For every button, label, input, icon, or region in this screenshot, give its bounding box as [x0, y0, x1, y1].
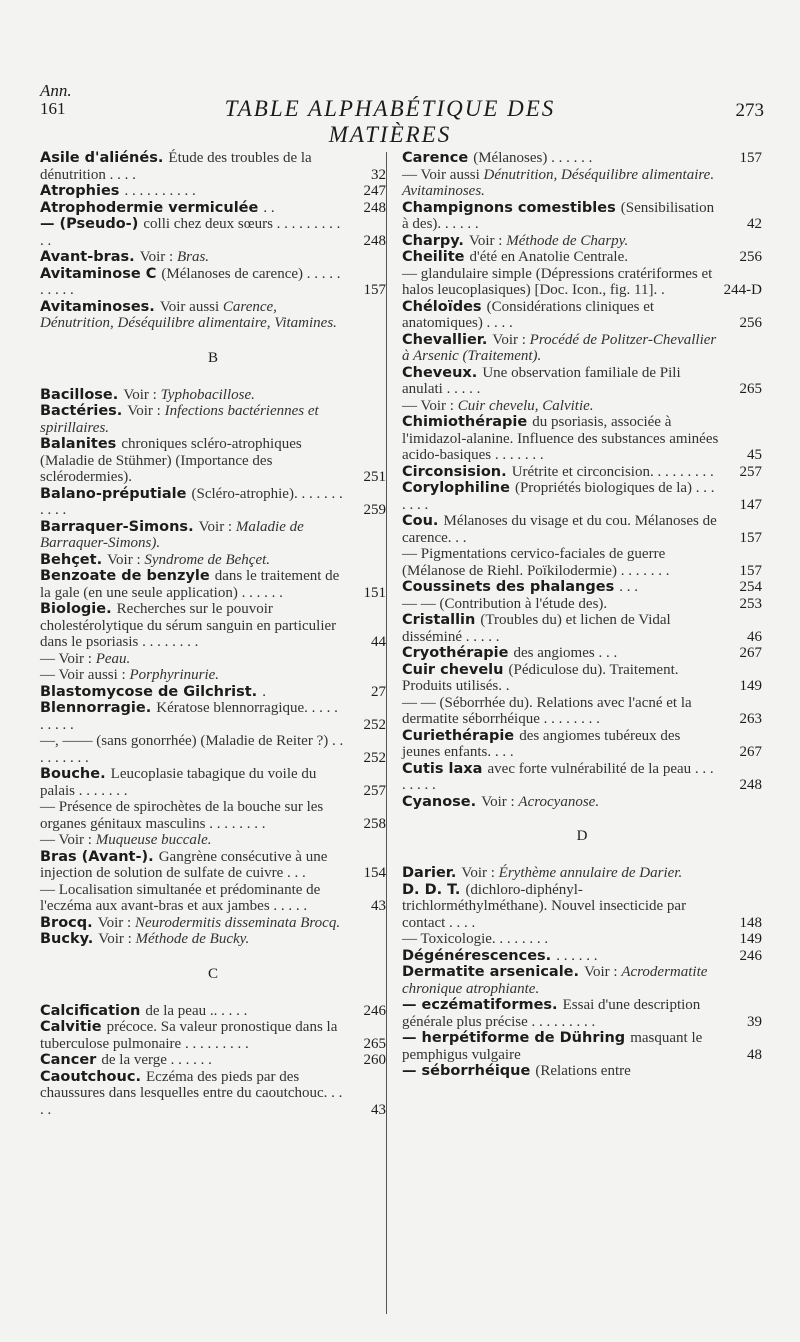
index-entry — [40, 915, 386, 932]
entry-term: Cheilite — [402, 249, 470, 265]
entry-description: Voir : — [481, 793, 519, 810]
entry-term: Bouche. — [40, 766, 111, 782]
entry-reference: Procédé de Politzer-Chevallier à Arsenic (Traitement). — [402, 331, 717, 364]
entry-term: Blastomycose de Gilchrist. — [40, 683, 263, 700]
entry-description: (Mélanoses de carence) . . . . . . . . . . — [40, 265, 341, 298]
entry-description: . . . — [619, 579, 639, 595]
index-entry — [402, 398, 762, 415]
entry-term: Corylophiline — [402, 480, 515, 496]
index-entry — [402, 662, 762, 695]
entry-description: Voir : — [584, 964, 622, 980]
entry-page-number: 157 — [739, 529, 762, 546]
entry-term: Behçet. — [40, 551, 108, 568]
entry-description: masquant le pemphigus vulgaire — [402, 1030, 703, 1063]
entry-term: Circonsision. — [402, 463, 512, 480]
entry-term: Chéloïdes — [402, 298, 487, 315]
entry-page-number: 42 — [747, 216, 762, 232]
section-letter: B — [207, 349, 218, 366]
entry-description: — Toxicologie. . . . . . . . — [402, 931, 549, 947]
right-column — [402, 150, 762, 1080]
index-entry — [402, 1063, 762, 1080]
entry-description: —, —— (sans gonorrhée) (Maladie de Reiter ?) . . . . . . . . . — [40, 733, 344, 766]
entry-reference: Bras. — [176, 249, 210, 265]
entry-term: Coussinets des phalanges — [402, 579, 620, 595]
entry-reference: Méthode de Bucky. — [135, 931, 250, 947]
index-entry — [40, 519, 386, 552]
entry-description: (Pédiculose du). Traitement. Produits utilisés. . — [402, 661, 679, 694]
entry-page-number: 44 — [371, 634, 386, 650]
entry-term: Balano-préputiale — [40, 485, 192, 502]
index-entry — [402, 948, 762, 965]
entry-reference: Maladie de Barraquer-Simons). — [40, 518, 304, 551]
entry-term: Carence — [402, 150, 474, 166]
entry-reference: Méthode de Charpy. — [506, 232, 629, 249]
entry-reference: Cuir chevelu, Calvitie. — [457, 397, 594, 414]
index-entry — [40, 150, 386, 183]
entry-description: (Troubles du) et lichen de Vidal disséminé . . . . . — [402, 612, 671, 645]
entry-description: Voir aussi — [159, 298, 223, 315]
entry-term: Darier. — [402, 865, 462, 881]
entry-term: D. D. T. — [402, 881, 466, 898]
index-entry — [402, 882, 762, 932]
entry-page-number: 151 — [363, 584, 386, 601]
entry-page-number: 244-D — [723, 282, 762, 298]
section-letter: C — [207, 965, 218, 982]
index-entry — [40, 1003, 386, 1020]
entry-page-number: 43 — [371, 898, 386, 914]
entry-term: Dermatite arsenicale. — [402, 964, 585, 980]
index-entry — [402, 546, 762, 579]
entry-page-number: 248 — [363, 232, 386, 249]
index-entry — [402, 167, 762, 200]
entry-term: Atrophodermie vermiculée — [40, 199, 264, 216]
entry-reference: Infections bactériennes et spirillaires. — [40, 403, 319, 436]
index-entry — [402, 480, 762, 513]
entry-description: (dichloro-diphényl-trichlorméthylméthane). Nouvel insecticide par contact . . . . — [402, 881, 687, 931]
entry-term: — eczématiformes. — [402, 997, 563, 1013]
entry-page-number: 259 — [363, 502, 386, 518]
index-entry — [402, 150, 762, 167]
entry-page-number: 154 — [363, 865, 386, 881]
index-entry — [40, 799, 386, 832]
entry-description: (Propriétés biologiques de la) . . . . . . . — [402, 480, 715, 513]
index-entry — [40, 403, 386, 436]
entry-page-number: 147 — [739, 496, 762, 513]
entry-description: (Mélanoses) . . . . . . — [473, 150, 593, 166]
entry-description: de la verge . . . . . . — [101, 1052, 212, 1068]
entry-reference: Peau. — [95, 650, 131, 667]
entry-reference: Acrodermatite chronique atrophiante. — [402, 964, 708, 997]
entry-page-number: 254 — [739, 579, 762, 595]
entry-term: Blennorragie. — [40, 700, 157, 716]
entry-reference: Dénutrition, Déséquilibre alimentaire. Avitaminoses. — [402, 166, 715, 199]
column-divider — [386, 152, 387, 1314]
entry-page-number: 48 — [747, 1046, 762, 1063]
index-entry — [402, 931, 762, 948]
page-number: 273 — [735, 100, 764, 121]
entry-page-number: 149 — [739, 931, 762, 947]
entry-page-number: 251 — [363, 469, 386, 485]
index-entry — [402, 365, 762, 398]
entry-reference: Érythème annulaire de Darier. — [498, 865, 683, 881]
entry-description: — Voir : — [402, 397, 458, 414]
index-entry — [402, 249, 762, 266]
entry-description: Une observation familiale de Pili anulati . . . . . — [402, 364, 681, 397]
index-entry — [40, 1052, 386, 1069]
entry-description: — Voir : — [40, 650, 96, 667]
index-entry — [402, 865, 762, 882]
entry-term: Curiethérapie — [402, 727, 520, 744]
entry-term: Bactéries. — [40, 403, 128, 419]
index-entry — [40, 684, 386, 701]
entry-page-number: 258 — [363, 815, 386, 832]
entry-description: (Considérations cliniques et anatomiques) . . . . — [402, 298, 655, 331]
page-title: TABLE ALPHABÉTIQUE DES MATIÈRES — [224, 96, 556, 147]
index-entry — [40, 216, 386, 249]
entry-description: — — (Contribution à l'étude des). — [402, 595, 608, 612]
entry-reference: Acrocyanose. — [518, 793, 600, 810]
index-entry — [402, 579, 762, 596]
entry-description: Mélanoses du visage et du cou. Mélanoses de carence. . . — [402, 513, 717, 546]
index-entry — [40, 387, 386, 404]
entry-term: Cyanose. — [402, 793, 482, 810]
index-entry — [40, 882, 386, 915]
entry-description: précoce. Sa valeur pronostique dans la tuberculose pulmonaire . . . . . . . . . — [40, 1019, 338, 1052]
entry-term: Barraquer-Simons. — [40, 518, 199, 535]
entry-page-number: 265 — [363, 1035, 386, 1052]
entry-description: Eczéma des pieds par des chaussures dans lesquelles entre du caoutchouc. . . . . — [40, 1068, 343, 1118]
index-entry — [40, 486, 386, 519]
entry-description: Urétrite et circoncision. . . . . . . . . — [511, 463, 714, 480]
entry-description: — Présence de spirochètes de la bouche sur les organes génitaux masculins . . . . . . . . — [40, 799, 324, 832]
entry-description: Gangrène consécutive à une injection de solution de sulfate de cuivre . . . — [40, 848, 328, 881]
entry-description: — Voir aussi : — [40, 667, 130, 683]
entry-description: Leucoplasie tabagique du voile du palais . . . . . . . — [40, 766, 317, 799]
entry-description: Étude des troubles de la dénutrition . . . . — [40, 150, 312, 183]
entry-term: Avant-bras. — [40, 249, 140, 265]
entry-description: de la peau .. . . . . — [145, 1002, 248, 1019]
entry-term: Cancer — [40, 1052, 102, 1068]
entry-description: . — [262, 683, 266, 700]
entry-description: Recherches sur le pouvoir cholestérolytique du sérum sanguin en particulier dans le psoriasis . . . . . . . . — [40, 601, 337, 650]
entry-description: Voir : — [468, 232, 507, 249]
index-entry — [402, 1030, 762, 1063]
entry-term: Avitaminose C — [40, 265, 162, 282]
entry-description: d'été en Anatolie Centrale. — [469, 249, 629, 265]
entry-term: Calcification — [40, 1002, 146, 1019]
entry-description: Voir : — [97, 914, 135, 931]
entry-page-number: 157 — [739, 150, 762, 166]
entry-term: Brocq. — [40, 914, 98, 931]
entry-term: Cristallin — [402, 612, 481, 628]
entry-description: (Relations entre — [535, 1063, 631, 1079]
entry-description: Voir : — [107, 551, 145, 568]
entry-description: avec forte vulnérabilité de la peau . . . . . . . . — [402, 760, 714, 793]
entry-term: — séborrhéique — [402, 1063, 536, 1079]
entry-description: Essai d'une description générale plus précise . . . . . . . . . — [402, 997, 701, 1030]
index-entry — [402, 612, 762, 645]
index-entry — [402, 596, 762, 613]
entry-description: Voir : — [123, 386, 161, 403]
entry-page-number: 256 — [739, 249, 762, 265]
annotation — [40, 82, 72, 118]
section-letter: D — [576, 828, 588, 844]
entry-page-number: 148 — [739, 914, 762, 931]
entry-page-number: 260 — [363, 1052, 386, 1068]
entry-term: Caoutchouc. — [40, 1068, 146, 1085]
index-entry — [40, 766, 386, 799]
entry-term: Cutis laxa — [402, 760, 488, 777]
entry-page-number: 267 — [739, 744, 762, 760]
entry-page-number: 45 — [747, 447, 762, 463]
index-entry — [40, 601, 386, 651]
entry-description: (Sensibilisation à des). . . . . . — [402, 199, 715, 232]
index-entry — [40, 667, 386, 684]
entry-reference: Muqueuse buccale. — [95, 832, 212, 848]
entry-description: des angiomes . . . — [513, 645, 618, 661]
entry-term: — (Pseudo-) — [40, 216, 144, 232]
entry-page-number: 39 — [747, 1013, 762, 1030]
entry-page-number: 267 — [739, 645, 762, 661]
entry-description: — — (Séborrhée du). Relations avec l'acné et la dermatite séborrhéique . . . . . . . . — [402, 694, 692, 727]
index-entry — [402, 794, 762, 811]
entry-term: Benzoate de benzyle — [40, 568, 215, 584]
index-entry — [40, 568, 386, 601]
index-entry — [402, 964, 762, 997]
entry-term: Biologie. — [40, 601, 117, 617]
index-entry — [40, 733, 386, 766]
entry-description: Kératose blennorragique. . . . . . . . . . — [40, 700, 338, 733]
entry-description: . . . . . . . . . . — [124, 183, 196, 199]
entry-reference: Typhobacillose. — [160, 386, 255, 403]
entry-page-number: 265 — [739, 381, 762, 397]
entry-term: Cou. — [402, 513, 444, 529]
index-entry — [40, 1069, 386, 1119]
entry-term: Chevallier. — [402, 331, 493, 348]
entry-description: — Voir aussi — [402, 166, 484, 183]
entry-description: Voir : — [461, 865, 499, 881]
entry-description: . . . . . . — [556, 947, 598, 964]
entry-page-number: 252 — [363, 749, 386, 766]
entry-term: — herpétiforme de Dühring — [402, 1030, 631, 1046]
index-entry — [40, 651, 386, 668]
entry-term: Cuir chevelu — [402, 661, 509, 678]
entry-page-number: 263 — [739, 711, 762, 727]
entry-reference: Porphyrinurie. — [129, 667, 220, 683]
entry-description: — Pigmentations cervico-faciales de guerre (Mélanose de Riehl. Poïkilodermie) . . . . . . . — [402, 546, 670, 579]
entry-description: colli chez deux sœurs . . . . . . . . . . . — [40, 216, 341, 249]
entry-term: Champignons comestibles — [402, 199, 621, 216]
index-entry — [402, 695, 762, 728]
entry-term: Charpy. — [402, 232, 469, 249]
entry-description: chroniques scléro-atrophiques (Maladie de Stühmer) (Importance des sclérodermies). — [40, 436, 302, 485]
entry-term: Dégénérescences. — [402, 947, 557, 964]
entry-description: dans le traitement de la gale (en une seule application) . . . . . . — [40, 568, 340, 601]
entry-description: Voir : — [98, 931, 136, 947]
entry-page-number: 246 — [739, 947, 762, 964]
ann-label: Ann. — [40, 81, 72, 100]
index-entry — [40, 436, 386, 486]
entry-reference: Neurodermitis disseminata Brocq. — [134, 914, 341, 931]
entry-term: Bras (Avant-). — [40, 848, 159, 865]
entry-page-number: 157 — [739, 562, 762, 579]
index-entry — [40, 1019, 386, 1052]
left-column — [40, 150, 386, 1118]
entry-page-number: 32 — [371, 166, 386, 183]
index-entry — [40, 266, 386, 299]
entry-term: Asile d'aliénés. — [40, 150, 169, 166]
entry-description: — glandulaire simple (Dépressions cratériformes et halos leucoplasiques) [Doc. Icon., fig. 11]. . — [402, 265, 713, 298]
entry-description: — Localisation simultanée et prédominante de l'eczéma aux avant-bras et aux jambes . . . . . — [40, 881, 321, 914]
entry-term: Bacillose. — [40, 386, 124, 403]
index-entry — [402, 728, 762, 761]
entry-term: Atrophies — [40, 183, 125, 199]
index-entry — [40, 552, 386, 569]
index-entry — [402, 761, 762, 794]
entry-term: Chimiothérapie — [402, 414, 533, 430]
entry-page-number: 248 — [739, 777, 762, 793]
volume-number: 161 — [40, 99, 66, 118]
entry-page-number: 157 — [363, 282, 386, 298]
entry-page-number: 46 — [747, 628, 762, 645]
index-entry — [40, 299, 386, 332]
entry-description: . . — [263, 199, 275, 216]
index-entry — [402, 233, 762, 250]
entry-term: Cryothérapie — [402, 645, 514, 661]
entry-reference: Carence, Dénutrition, Déséquilibre alimentaire, Vitamines. — [40, 298, 337, 331]
index-entry — [40, 249, 386, 266]
index-entry — [40, 832, 386, 849]
entry-page-number: 246 — [363, 1002, 386, 1019]
entry-page-number: 256 — [739, 315, 762, 331]
entry-term: Bucky. — [40, 931, 99, 947]
entry-page-number: 253 — [739, 595, 762, 612]
entry-term: Calvitie — [40, 1019, 107, 1035]
entry-term: Cheveux. — [402, 364, 483, 381]
entry-page-number: 257 — [363, 782, 386, 799]
entry-page-number: 27 — [371, 683, 386, 700]
entry-description: du psoriasis, associée à l'imidazol-alanine. Influence des substances aminées acido-basiques . . . . . . . — [402, 414, 719, 463]
index-entry — [402, 645, 762, 662]
entry-description: Voir : — [127, 403, 165, 419]
entry-page-number: 252 — [363, 716, 386, 733]
entry-description: — Voir : — [40, 832, 96, 848]
index-entry — [402, 200, 762, 233]
entry-description: Voir : — [198, 518, 236, 535]
entry-term: Balanites — [40, 436, 122, 452]
index-entry — [402, 464, 762, 481]
index-entry — [402, 997, 762, 1030]
index-entry — [40, 931, 386, 948]
entry-page-number: 149 — [739, 678, 762, 694]
entry-term: Avitaminoses. — [40, 298, 160, 315]
index-entry — [402, 332, 762, 365]
index-entry — [402, 299, 762, 332]
index-entry — [402, 513, 762, 546]
entry-page-number: 43 — [371, 1101, 386, 1118]
entry-description: des angiomes tubéreux des jeunes enfants. . . . — [402, 727, 681, 760]
entry-page-number: 248 — [363, 199, 386, 216]
entry-description: (Scléro-atrophie). . . . . . . . . . . — [40, 485, 343, 518]
index-entry — [40, 700, 386, 733]
entry-description: Voir : — [139, 249, 177, 265]
index-entry — [40, 183, 386, 200]
entry-description: Voir : — [492, 331, 530, 348]
index-entry — [402, 414, 762, 464]
index-entry — [40, 200, 386, 217]
entry-page-number: 257 — [739, 463, 762, 480]
entry-page-number: 247 — [363, 183, 386, 199]
index-entry — [402, 266, 762, 299]
entry-reference: Syndrome de Behçet. — [144, 551, 271, 568]
index-entry — [40, 849, 386, 882]
